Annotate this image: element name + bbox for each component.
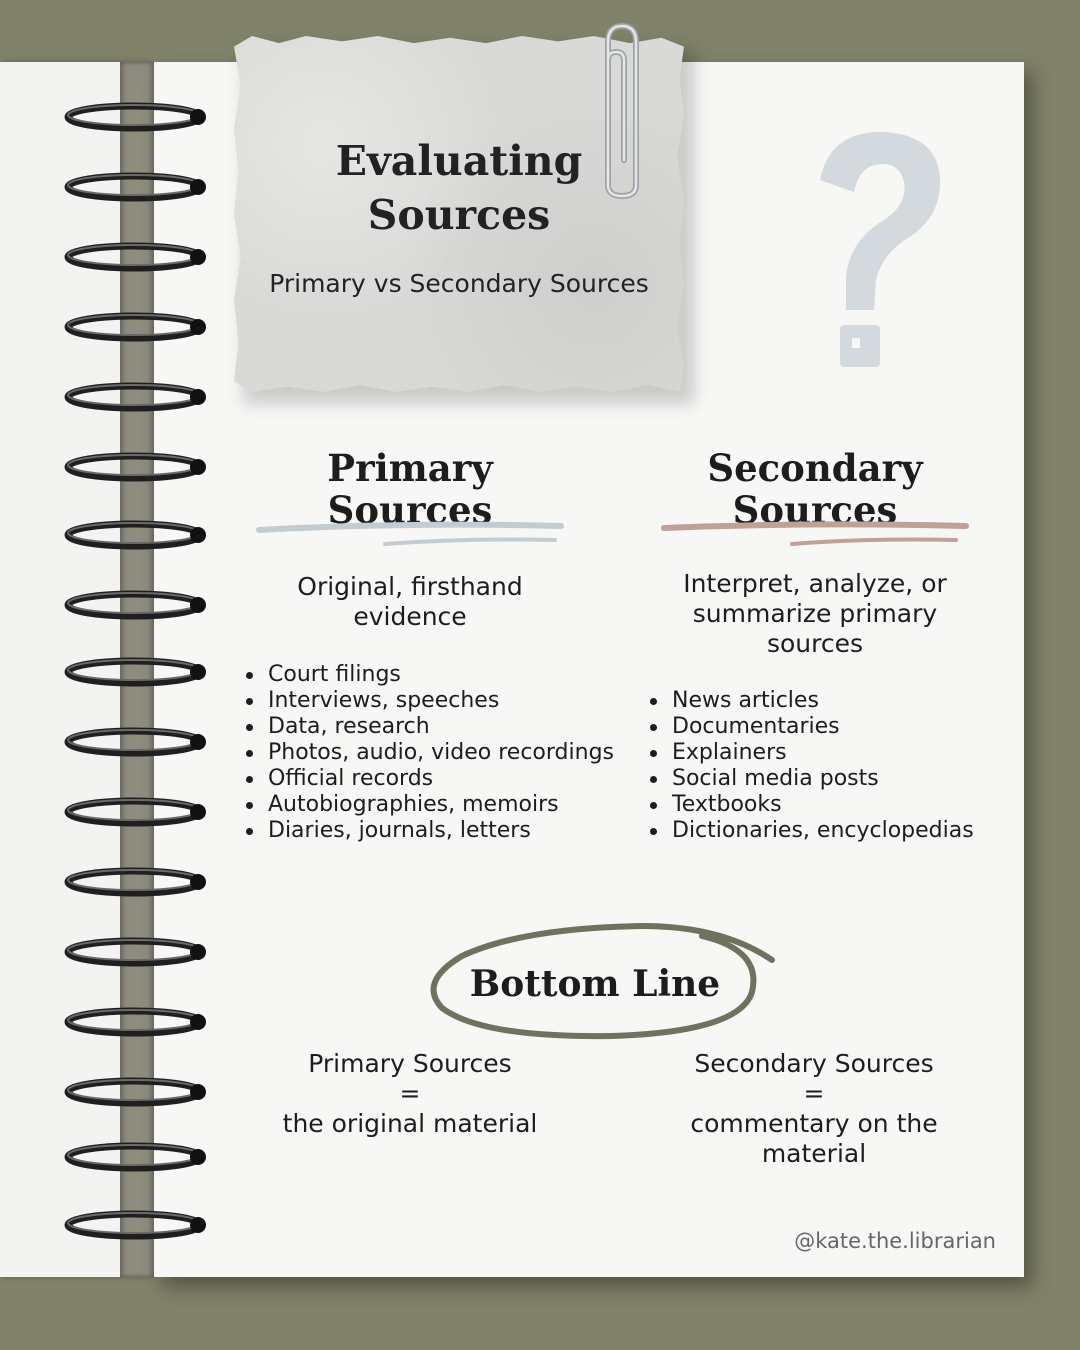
secondary-list-item: News articles [648,688,988,714]
page-subtitle: Primary vs Secondary Sources [269,269,649,298]
spiral-ring [62,380,207,414]
spiral-ring [62,1075,207,1109]
bottom-line-primary-equals: = [399,1079,421,1108]
spiral-ring [62,1140,207,1174]
secondary-list-item: Dictionaries, encyclopedias [648,818,988,844]
spiral-ring [62,1208,207,1242]
primary-list-item: Data, research [244,714,624,740]
spiral-ring [62,1005,207,1039]
bottom-line-secondary-equals: = [803,1079,825,1108]
spiral-ring [62,935,207,969]
bottom-line-title: Bottom Line [469,963,721,1005]
spiral-ring [62,865,207,899]
primary-description: Original, firsthand evidence [297,572,523,631]
primary-list-item: Official records [244,766,624,792]
bottom-line-primary-meaning: the original material [282,1109,538,1138]
secondary-list-item: Documentaries [648,714,988,740]
primary-source-list [244,662,624,844]
secondary-underline-stroke [660,520,970,550]
secondary-list-item: Social media posts [648,766,988,792]
paperclip-icon [592,20,652,200]
primary-heading-line-2: Sources [327,488,493,532]
question-mark-icon [790,120,960,380]
bottom-line-primary [250,1049,570,1139]
spiral-ring [62,518,207,552]
spiral-ring [62,170,207,204]
spiral-ring [62,588,207,622]
spiral-ring [62,100,207,134]
primary-heading-line-1: Primary [327,446,493,490]
secondary-list-item: Explainers [648,740,988,766]
primary-list-item: Interviews, speeches [244,688,624,714]
bottom-line-primary-label: Primary Sources [308,1049,512,1078]
secondary-heading-line-1: Secondary [707,446,923,490]
spiral-ring [62,725,207,759]
primary-list-item: Diaries, journals, letters [244,818,624,844]
primary-heading [250,447,570,531]
secondary-list-item: Textbooks [648,792,988,818]
bottom-line-secondary-label: Secondary Sources [694,1049,934,1078]
title-line-1: Evaluating [335,137,583,185]
title-line-2: Sources [367,191,551,239]
primary-underline-stroke [255,520,565,550]
bottom-line-secondary-meaning: commentary on the material [690,1109,938,1168]
primary-list-item: Court filings [244,662,624,688]
primary-list-item: Autobiographies, memoirs [244,792,624,818]
spiral-ring [62,795,207,829]
secondary-heading-line-2: Sources [732,488,898,532]
spiral-ring [62,450,207,484]
secondary-source-list [648,688,988,844]
secondary-heading [655,447,975,531]
bottom-line-secondary [654,1049,974,1169]
spiral-ring [62,655,207,689]
author-credit: @kate.the.librarian [794,1229,996,1253]
primary-list-item: Photos, audio, video recordings [244,740,624,766]
spiral-ring [62,240,207,274]
secondary-description: Interpret, analyze, or summarize primary sources [683,569,947,658]
spiral-ring [62,310,207,344]
